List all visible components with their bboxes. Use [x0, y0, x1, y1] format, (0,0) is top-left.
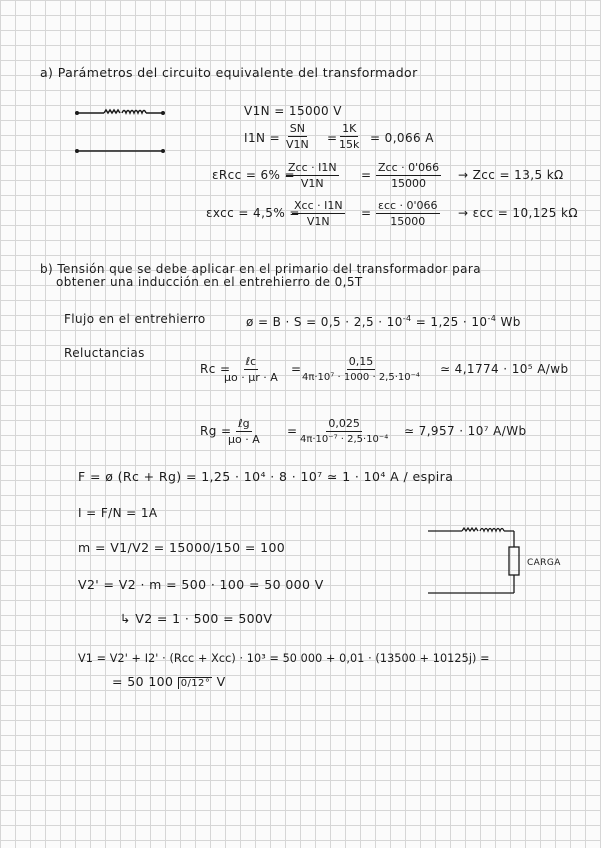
- rc-f1-denominator: μo · μr · A: [224, 371, 278, 384]
- ercc-f2-denominator: 15000: [391, 177, 427, 190]
- i1n-equals: =: [327, 131, 338, 145]
- rg-f2-denominator: 4π·10⁻⁷ · 2,5·10⁻⁴: [300, 434, 389, 445]
- rc-f2-denominator: 4π·10⁷ · 1000 · 2,5·10⁻⁴: [302, 372, 420, 383]
- terminal-dots: [75, 111, 165, 153]
- i1n-f1-numerator: SN: [289, 122, 305, 135]
- rc-lhs: Rc =: [200, 362, 231, 376]
- v2-prime-equation: V2' = V2 · m = 500 · 100 = 50 000 V: [78, 577, 324, 592]
- i1n-result: = 0,066 A: [370, 131, 434, 145]
- rg-lhs: Rg =: [200, 424, 232, 438]
- rg-f1-numerator: ℓg: [238, 417, 250, 430]
- excc-result: → εcc = 10,125 kΩ: [458, 206, 578, 220]
- mmf-equation: F = ø (Rc + Rg) = 1,25 · 10⁴ · 8 · 10⁷ ≃ 1 · 10⁴ A / espira: [78, 469, 454, 484]
- current-equation: I = F/N = 1A: [78, 506, 158, 520]
- v1-result-magnitude: = 50 100: [112, 674, 174, 689]
- rg-equals: =: [287, 424, 298, 438]
- flux-exponent-2: -4: [487, 314, 497, 323]
- section-b-title-line1: b) Tensión que se debe aplicar en el primario del transformador para: [40, 262, 481, 276]
- rg-result: ≃ 7,957 · 10⁷ A/Wb: [404, 424, 527, 438]
- v2-equation: ↳ V2 = 1 · 500 = 500V: [120, 611, 273, 626]
- rc-f1-numerator: ℓc: [245, 355, 257, 368]
- excc-f2-denominator: 15000: [390, 215, 426, 228]
- v1-result-angle: 0/12°: [178, 677, 212, 689]
- excc-f2-numerator: εcc · 0'066: [378, 199, 438, 212]
- load-circuit-sketch: [428, 528, 519, 593]
- load-label: CARGA: [527, 558, 561, 568]
- excc-f1-numerator: Xcc · I1N: [294, 199, 343, 212]
- v1-result-unit: V: [216, 674, 226, 689]
- rc-equals: =: [291, 362, 302, 376]
- ratio-equation: m = V1/V2 = 15000/150 = 100: [78, 540, 286, 555]
- excc-equals: =: [361, 206, 372, 220]
- i1n-f1-denominator: V1N: [286, 138, 309, 151]
- reluctances-label: Reluctancias: [64, 346, 145, 360]
- rc-f2-numerator: 0,15: [348, 355, 374, 368]
- ercc-equals: =: [361, 168, 372, 182]
- flux-middle: = 1,25 · 10: [415, 315, 488, 329]
- rg-f1-denominator: μo · A: [228, 433, 260, 446]
- excc-f1-denominator: V1N: [306, 215, 330, 228]
- rg-f2-numerator: 0,025: [328, 417, 360, 430]
- flux-unit: Wb: [500, 315, 521, 329]
- equivalent-circuit-sketch: [77, 110, 163, 151]
- section-b-title-line2: obtener una inducción en el entrehierro de 0,5T: [56, 275, 363, 289]
- i1n-f2-numerator: 1K: [342, 122, 357, 135]
- ercc-lhs: εRcc = 6% =: [212, 168, 296, 182]
- flux-exponent-1: -4: [402, 314, 412, 323]
- i1n-lhs: I1N =: [244, 131, 281, 145]
- i1n-f2-denominator: 15k: [339, 138, 360, 151]
- v1-equation: V1 = V2' + I2' · (Rcc + Xcc) · 10³ = 50 000 + 0,01 · (13500 + 10125j) =: [78, 652, 490, 665]
- ercc-result: → Zcc = 13,5 kΩ: [458, 168, 564, 182]
- ercc-f1-denominator: V1N: [300, 177, 324, 190]
- rc-result: ≃ 4,1774 · 10⁵ A/wb: [440, 362, 569, 376]
- ercc-f2-numerator: Zcc · 0'066: [378, 161, 440, 174]
- flux-formula: ø = B · S = 0,5 · 2,5 · 10: [246, 315, 403, 329]
- v1n-equation: V1N = 15000 V: [244, 104, 342, 118]
- flux-label: Flujo en el entrehierro: [64, 312, 206, 326]
- ercc-f1-numerator: Zcc · I1N: [288, 161, 337, 174]
- section-a-title: a) Parámetros del circuito equivalente del transformador: [40, 65, 418, 80]
- excc-lhs: εxcc = 4,5% =: [206, 206, 300, 220]
